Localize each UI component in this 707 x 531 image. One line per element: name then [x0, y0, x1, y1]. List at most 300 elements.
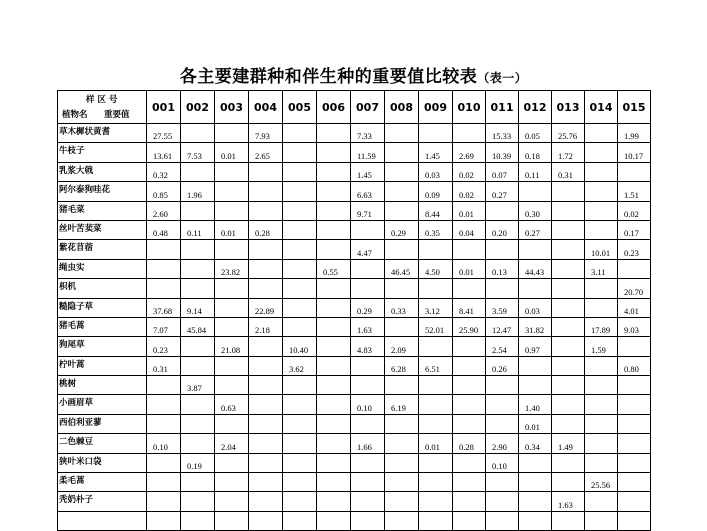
- importance-value-cell: [317, 453, 351, 472]
- table-row: [58, 259, 651, 278]
- importance-value-cell: 1.59: [585, 337, 618, 356]
- importance-value-cell: 0.01: [215, 143, 249, 162]
- importance-value-cell: [215, 473, 249, 492]
- corner-label-plant-name: 植物名: [62, 110, 88, 120]
- importance-value-cell: [552, 259, 585, 278]
- importance-value-cell: [618, 376, 651, 395]
- importance-value-cell: [351, 279, 385, 298]
- importance-value-cell: [585, 376, 618, 395]
- table-row: [58, 376, 651, 395]
- importance-value-cell: [519, 492, 552, 511]
- importance-value-cell: [181, 395, 215, 414]
- importance-value-cell: [486, 414, 519, 433]
- importance-value-cell: [385, 143, 419, 162]
- importance-value-cell: 4.47: [351, 240, 385, 259]
- table-row: [58, 356, 651, 375]
- importance-value-cell: 0.55: [317, 259, 351, 278]
- importance-value-cell: [585, 220, 618, 239]
- species-name-cell: 枳机: [58, 279, 147, 298]
- importance-value-cell: [519, 376, 552, 395]
- importance-value-cell: [585, 201, 618, 220]
- importance-value-cell: [585, 356, 618, 375]
- importance-value-cell: 52.01: [419, 317, 453, 336]
- importance-value-cell: [249, 259, 283, 278]
- importance-value-cell: 2.65: [249, 143, 283, 162]
- importance-value-cell: [249, 356, 283, 375]
- species-name-cell: 阿尔泰狗哇花: [58, 182, 147, 201]
- importance-value-cell: [453, 124, 486, 143]
- importance-value-cell: [618, 453, 651, 472]
- species-name-cell: 桃树: [58, 376, 147, 395]
- species-name-cell: 猪毛菜: [58, 201, 147, 220]
- importance-value-cell: 0.97: [519, 337, 552, 356]
- importance-value-cell: 7.93: [249, 124, 283, 143]
- importance-value-cell: [385, 376, 419, 395]
- importance-value-cell: 1.63: [552, 492, 585, 511]
- importance-value-cell: [585, 162, 618, 181]
- importance-value-cell: [585, 143, 618, 162]
- corner-label-plot-number: 样 区 号: [86, 95, 118, 105]
- importance-value-cell: [351, 473, 385, 492]
- importance-value-cell: [486, 279, 519, 298]
- importance-value-cell: [147, 511, 181, 530]
- importance-value-cell: 0.01: [453, 259, 486, 278]
- importance-value-cell: [453, 376, 486, 395]
- importance-value-cell: [317, 201, 351, 220]
- importance-value-cell: 4.83: [351, 337, 385, 356]
- importance-value-cell: [283, 220, 317, 239]
- column-header: 001: [147, 91, 181, 124]
- importance-value-cell: [249, 511, 283, 530]
- table-row: [58, 201, 651, 220]
- importance-value-cell: [215, 492, 249, 511]
- species-name-cell: 糙隐子草: [58, 298, 147, 317]
- species-name-cell: 柠叶蒿: [58, 356, 147, 375]
- importance-value-cell: [283, 511, 317, 530]
- importance-value-cell: 0.01: [453, 201, 486, 220]
- importance-value-cell: [351, 356, 385, 375]
- importance-value-cell: 0.18: [519, 143, 552, 162]
- table-row: [58, 124, 651, 143]
- importance-value-cell: [618, 434, 651, 453]
- importance-value-cell: [351, 492, 385, 511]
- importance-value-cell: [283, 492, 317, 511]
- importance-value-cell: [215, 317, 249, 336]
- importance-value-cell: [419, 453, 453, 472]
- importance-value-cell: 3.87: [181, 376, 215, 395]
- importance-value-cell: [181, 162, 215, 181]
- importance-value-cell: [585, 492, 618, 511]
- importance-value-cell: [147, 492, 181, 511]
- importance-value-cell: [552, 279, 585, 298]
- importance-value-cell: [486, 240, 519, 259]
- importance-value-cell: [351, 414, 385, 433]
- importance-value-cell: 25.56: [585, 473, 618, 492]
- importance-value-cell: 1.99: [618, 124, 651, 143]
- importance-value-cell: [283, 143, 317, 162]
- importance-value-cell: [453, 453, 486, 472]
- importance-value-cell: [419, 473, 453, 492]
- importance-value-cell: [618, 492, 651, 511]
- importance-value-cell: [317, 220, 351, 239]
- column-header: 005: [283, 91, 317, 124]
- importance-value-cell: 0.29: [351, 298, 385, 317]
- importance-value-cell: [215, 356, 249, 375]
- importance-value-cell: [215, 298, 249, 317]
- importance-value-cell: [552, 473, 585, 492]
- importance-value-cell: 0.28: [453, 434, 486, 453]
- importance-value-cell: [283, 414, 317, 433]
- importance-value-cell: 0.34: [519, 434, 552, 453]
- importance-value-cell: [385, 182, 419, 201]
- table-row: [58, 240, 651, 259]
- importance-value-cell: [552, 376, 585, 395]
- importance-value-cell: [215, 182, 249, 201]
- importance-value-cell: [317, 124, 351, 143]
- importance-value-cell: [419, 511, 453, 530]
- table-row: [58, 473, 651, 492]
- importance-value-cell: [215, 279, 249, 298]
- importance-value-cell: 44.43: [519, 259, 552, 278]
- importance-value-cell: [519, 279, 552, 298]
- importance-value-cell: [385, 162, 419, 181]
- importance-value-cell: [181, 356, 215, 375]
- importance-value-cell: [486, 492, 519, 511]
- importance-value-cell: [486, 511, 519, 530]
- importance-value-cell: 0.31: [147, 356, 181, 375]
- importance-value-cell: 0.28: [249, 220, 283, 239]
- importance-value-cell: [385, 317, 419, 336]
- importance-value-cell: [486, 395, 519, 414]
- importance-value-cell: [419, 376, 453, 395]
- importance-value-cell: [486, 201, 519, 220]
- importance-value-cell: [618, 337, 651, 356]
- species-name-cell: 西伯利亚蓼: [58, 414, 147, 433]
- table-row: [58, 492, 651, 511]
- importance-value-cell: 0.17: [618, 220, 651, 239]
- importance-value-cell: [283, 162, 317, 181]
- importance-value-cell: 6.28: [385, 356, 419, 375]
- importance-value-cell: [181, 240, 215, 259]
- importance-value-cell: [585, 279, 618, 298]
- importance-value-cell: 0.19: [181, 453, 215, 472]
- importance-value-cell: 4.01: [618, 298, 651, 317]
- importance-value-cell: 0.85: [147, 182, 181, 201]
- importance-value-cell: [215, 414, 249, 433]
- importance-value-cell: 0.09: [419, 182, 453, 201]
- importance-value-cell: 1.51: [618, 182, 651, 201]
- importance-value-cell: 0.10: [486, 453, 519, 472]
- importance-value-cell: [317, 317, 351, 336]
- importance-value-cell: [351, 453, 385, 472]
- importance-value-cell: [283, 395, 317, 414]
- importance-value-cell: [453, 356, 486, 375]
- importance-value-cell: [283, 124, 317, 143]
- species-name-cell: 紫花苜蓿: [58, 240, 147, 259]
- importance-value-cell: 10.01: [585, 240, 618, 259]
- importance-value-cell: [215, 124, 249, 143]
- importance-value-cell: [181, 337, 215, 356]
- importance-value-cell: [519, 240, 552, 259]
- table-row: [58, 414, 651, 433]
- importance-value-cell: 0.01: [519, 414, 552, 433]
- importance-value-cell: [385, 453, 419, 472]
- importance-value-cell: 2.09: [385, 337, 419, 356]
- importance-value-cell: [249, 453, 283, 472]
- importance-value-cell: 1.72: [552, 143, 585, 162]
- importance-value-table: [57, 90, 651, 531]
- importance-value-cell: [552, 240, 585, 259]
- species-name-cell: 乳浆大戟: [58, 162, 147, 181]
- importance-value-cell: [249, 395, 283, 414]
- importance-value-cell: [618, 395, 651, 414]
- importance-value-cell: [181, 414, 215, 433]
- importance-value-cell: [419, 395, 453, 414]
- importance-value-cell: [181, 201, 215, 220]
- species-name-cell: 小画眉草: [58, 395, 147, 414]
- importance-value-cell: [419, 492, 453, 511]
- importance-value-cell: [249, 279, 283, 298]
- importance-value-cell: [552, 220, 585, 239]
- importance-value-cell: 31.82: [519, 317, 552, 336]
- importance-value-cell: 8.44: [419, 201, 453, 220]
- importance-value-cell: 1.40: [519, 395, 552, 414]
- species-name-cell: 牛枝子: [58, 143, 147, 162]
- importance-value-cell: 23.82: [215, 259, 249, 278]
- importance-value-cell: 2.90: [486, 434, 519, 453]
- importance-value-cell: [585, 124, 618, 143]
- importance-value-cell: 3.62: [283, 356, 317, 375]
- table-row: [58, 511, 651, 530]
- importance-value-cell: [618, 414, 651, 433]
- importance-value-cell: [283, 434, 317, 453]
- column-header: 015: [618, 91, 651, 124]
- importance-value-cell: [317, 492, 351, 511]
- importance-value-cell: 0.33: [385, 298, 419, 317]
- importance-value-cell: [249, 201, 283, 220]
- importance-value-cell: 6.51: [419, 356, 453, 375]
- importance-value-cell: [317, 182, 351, 201]
- importance-value-cell: [181, 473, 215, 492]
- column-header: 013: [552, 91, 585, 124]
- importance-value-cell: [385, 124, 419, 143]
- importance-value-cell: 25.76: [552, 124, 585, 143]
- importance-value-cell: [147, 414, 181, 433]
- species-name-cell: 猪毛蒿: [58, 317, 147, 336]
- column-header: 007: [351, 91, 385, 124]
- importance-value-cell: [351, 220, 385, 239]
- importance-value-cell: [215, 376, 249, 395]
- importance-value-cell: [249, 337, 283, 356]
- importance-value-cell: [419, 414, 453, 433]
- importance-value-cell: [283, 376, 317, 395]
- importance-value-cell: [419, 240, 453, 259]
- importance-value-cell: [249, 240, 283, 259]
- column-header: 011: [486, 91, 519, 124]
- species-name-cell: 狗尾草: [58, 337, 147, 356]
- importance-value-cell: [552, 414, 585, 433]
- importance-value-cell: [453, 414, 486, 433]
- importance-value-cell: 1.96: [181, 182, 215, 201]
- column-header: 003: [215, 91, 249, 124]
- importance-value-cell: 0.26: [486, 356, 519, 375]
- importance-value-cell: [283, 240, 317, 259]
- importance-value-cell: 3.11: [585, 259, 618, 278]
- importance-value-cell: [552, 395, 585, 414]
- column-header: 014: [585, 91, 618, 124]
- table-row: [58, 182, 651, 201]
- importance-value-cell: [552, 317, 585, 336]
- importance-value-cell: 25.90: [453, 317, 486, 336]
- importance-value-cell: 6.19: [385, 395, 419, 414]
- importance-value-cell: [385, 473, 419, 492]
- importance-value-cell: 0.02: [453, 182, 486, 201]
- importance-value-cell: 2.04: [215, 434, 249, 453]
- importance-value-cell: [181, 259, 215, 278]
- importance-value-cell: [283, 201, 317, 220]
- importance-value-cell: 0.01: [215, 220, 249, 239]
- importance-value-cell: [552, 453, 585, 472]
- header-corner-cell: [58, 91, 147, 124]
- table-row: [58, 162, 651, 181]
- importance-value-cell: 20.70: [618, 279, 651, 298]
- title-main: 各主要建群种和伴生种的重要值比较表: [179, 67, 478, 87]
- importance-value-cell: [453, 492, 486, 511]
- importance-value-cell: [147, 453, 181, 472]
- importance-value-cell: 0.10: [351, 395, 385, 414]
- importance-value-cell: [283, 473, 317, 492]
- column-header: 008: [385, 91, 419, 124]
- importance-value-cell: [385, 414, 419, 433]
- table-row: [58, 337, 651, 356]
- importance-value-cell: 6.63: [351, 182, 385, 201]
- importance-value-cell: 7.53: [181, 143, 215, 162]
- importance-value-cell: 0.30: [519, 201, 552, 220]
- importance-value-cell: [249, 473, 283, 492]
- importance-value-cell: [453, 337, 486, 356]
- importance-value-cell: [351, 511, 385, 530]
- importance-value-cell: [215, 511, 249, 530]
- importance-value-cell: 15.33: [486, 124, 519, 143]
- importance-value-cell: [453, 511, 486, 530]
- importance-value-cell: 9.03: [618, 317, 651, 336]
- importance-value-cell: 0.29: [385, 220, 419, 239]
- importance-value-cell: [385, 201, 419, 220]
- species-name-cell: 秃奶朴子: [58, 492, 147, 511]
- importance-value-cell: [385, 511, 419, 530]
- importance-value-cell: [419, 279, 453, 298]
- importance-value-cell: [585, 453, 618, 472]
- column-header: 009: [419, 91, 453, 124]
- importance-value-cell: [249, 376, 283, 395]
- importance-value-cell: [317, 279, 351, 298]
- importance-value-cell: [215, 453, 249, 472]
- importance-value-cell: 0.10: [147, 434, 181, 453]
- importance-value-cell: [215, 201, 249, 220]
- importance-value-cell: [317, 240, 351, 259]
- importance-value-cell: [585, 298, 618, 317]
- importance-value-cell: 1.63: [351, 317, 385, 336]
- importance-value-cell: [519, 511, 552, 530]
- importance-value-cell: 10.39: [486, 143, 519, 162]
- importance-value-cell: 46.45: [385, 259, 419, 278]
- column-header: 012: [519, 91, 552, 124]
- importance-value-cell: [351, 376, 385, 395]
- importance-value-cell: 4.50: [419, 259, 453, 278]
- importance-value-cell: [147, 395, 181, 414]
- importance-value-cell: [453, 473, 486, 492]
- importance-value-cell: 0.07: [486, 162, 519, 181]
- importance-value-cell: 0.48: [147, 220, 181, 239]
- importance-value-cell: 0.11: [519, 162, 552, 181]
- importance-value-cell: 0.01: [419, 434, 453, 453]
- importance-value-cell: [317, 376, 351, 395]
- species-name-cell: 绳虫实: [58, 259, 147, 278]
- importance-value-cell: [552, 182, 585, 201]
- importance-value-cell: [283, 279, 317, 298]
- species-name-cell: 二色棘豆: [58, 434, 147, 453]
- importance-value-cell: [181, 492, 215, 511]
- importance-value-cell: 0.05: [519, 124, 552, 143]
- importance-value-cell: [317, 414, 351, 433]
- column-header: 006: [317, 91, 351, 124]
- importance-value-cell: [552, 298, 585, 317]
- importance-value-cell: 0.04: [453, 220, 486, 239]
- importance-value-cell: 9.71: [351, 201, 385, 220]
- importance-value-cell: 21.08: [215, 337, 249, 356]
- importance-value-cell: [351, 259, 385, 278]
- importance-value-cell: [618, 259, 651, 278]
- importance-value-cell: 10.40: [283, 337, 317, 356]
- importance-value-cell: 0.20: [486, 220, 519, 239]
- importance-value-cell: 2.60: [147, 201, 181, 220]
- header-row: [58, 91, 651, 124]
- importance-value-cell: 10.17: [618, 143, 651, 162]
- importance-value-cell: 3.59: [486, 298, 519, 317]
- importance-value-cell: 7.07: [147, 317, 181, 336]
- importance-value-cell: [317, 434, 351, 453]
- importance-value-cell: [585, 182, 618, 201]
- importance-value-cell: [181, 279, 215, 298]
- importance-value-cell: [181, 124, 215, 143]
- importance-value-cell: [385, 492, 419, 511]
- importance-value-cell: [317, 337, 351, 356]
- importance-value-cell: [181, 511, 215, 530]
- importance-value-cell: [519, 182, 552, 201]
- importance-value-cell: [486, 376, 519, 395]
- importance-value-cell: 0.23: [618, 240, 651, 259]
- importance-value-cell: [317, 473, 351, 492]
- importance-value-cell: 0.02: [453, 162, 486, 181]
- importance-value-cell: [419, 337, 453, 356]
- importance-value-cell: [147, 279, 181, 298]
- importance-value-cell: [283, 182, 317, 201]
- importance-value-cell: 0.11: [181, 220, 215, 239]
- importance-value-cell: [552, 356, 585, 375]
- importance-value-cell: 3.12: [419, 298, 453, 317]
- importance-value-cell: [215, 240, 249, 259]
- importance-value-cell: 13.61: [147, 143, 181, 162]
- importance-value-cell: [519, 473, 552, 492]
- importance-value-cell: 2.18: [249, 317, 283, 336]
- importance-value-cell: [147, 259, 181, 278]
- importance-value-cell: 0.13: [486, 259, 519, 278]
- importance-value-cell: [519, 453, 552, 472]
- importance-value-cell: 12.47: [486, 317, 519, 336]
- importance-value-cell: [453, 395, 486, 414]
- importance-value-cell: 2.54: [486, 337, 519, 356]
- importance-value-cell: [317, 356, 351, 375]
